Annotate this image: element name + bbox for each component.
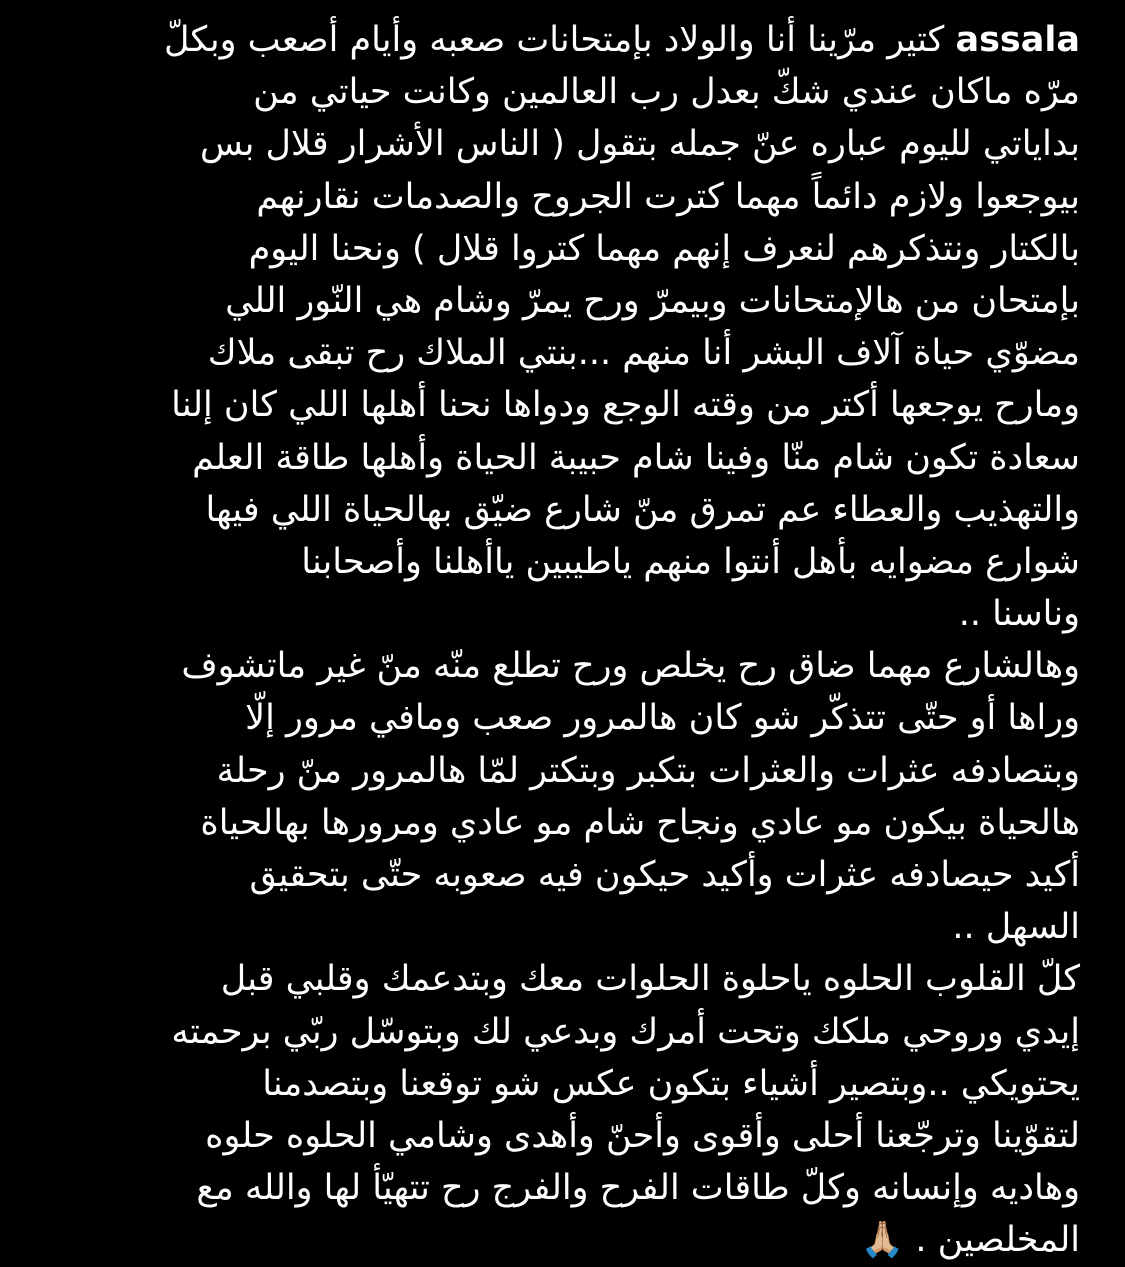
caption-line: سعادة تكون شام منّا وفينا شام حبيبة الحياة وأهلها طاقة العلم: [192, 437, 1080, 478]
caption-line: أكيد حيصادفه عثرات وأكيد حيكون فيه صعوبه حتّى بتحقيق: [249, 855, 1080, 895]
caption-line: [40, 1214, 1080, 1266]
caption-text: كتير مرّينا أنا والولاد بإمتحانات صعبه وأيام أصعب وبكلّ: [164, 20, 945, 60]
caption-text: المخلصين .: [915, 1220, 1080, 1261]
caption-line: لتقوّينا وترجّعنا أحلى وأقوى وأحنّ وأهدى وشامي الحلوه حلوه: [205, 1115, 1080, 1156]
username-link[interactable]: assala: [955, 20, 1080, 60]
caption-line: بإمتحان من هالإمتحانات وبيمرّ ورح يمرّ وشام هي النّور اللي: [225, 280, 1080, 321]
caption-line: مضوّي حياة آلاف البشر أنا منهم ...بنتي الملاك رح تبقى ملاك: [207, 333, 1080, 374]
caption-line: كلّ القلوب الحلوه ياحلوة الحلوات معك وبتدعمك وقلبي قبل: [220, 959, 1080, 1000]
caption-line: يحتويكي ..وبتصير أشياء بتكون عكس شو توقعنا وبتصدمنا: [262, 1063, 1080, 1104]
caption-line: وبتصادفه عثرات والعثرات بتكبر وبتكتر لمّا هالمرور منّ رحلة: [216, 750, 1080, 791]
caption-line: وناسنا ..: [958, 594, 1080, 635]
praying-hands-icon: 🙏🏼: [860, 1220, 905, 1261]
caption-line: وراها أو حتّى تتذكّر شو كان هالمرور صعب ومافي مرور إلّا: [245, 698, 1080, 739]
caption-line: شوارع مضوايه بأهل أنتوا منهم ياطيبين ياأهلنا وأصحابنا: [301, 541, 1080, 582]
caption-line: بيوجعوا ولازم دائماً مهما كترت الجروح والصدمات نقارنهم: [256, 176, 1080, 217]
caption-line: [40, 14, 1080, 66]
caption-line: هالحياة بيكون مو عادي ونجاح شام مو عادي ومرورها بهالحياة: [200, 802, 1080, 843]
caption-line: وهالشارع مهما ضاق رح يخلص ورح تطلع منّه منّ غير ماتشوف: [181, 646, 1080, 687]
caption-line: وهاديه وإنسانه وكلّ طاقات الفرح والفرج رح تتهيّأ لها والله مع: [196, 1168, 1080, 1209]
caption-line: ومارح يوجعها أكتر من وقته الوجع ودواها نحنا أهلها اللي كان إلنا: [171, 385, 1080, 426]
post-caption: [40, 14, 1080, 1267]
caption-line: إيدي وروحي ملكك وتحت أمرك وبدعي لك وبتوسّل ربّي برحمته: [171, 1011, 1080, 1052]
caption-line: بالكتار ونتذكرهم لنعرف إنهم مهما كتروا قلال ) ونحنا اليوم: [248, 228, 1080, 269]
caption-line: مرّه ماكان عندي شكّ بعدل رب العالمين وكانت حياتي من: [253, 72, 1080, 113]
caption-line: والتهذيب والعطاء عم تمرق منّ شارع ضيّق بهالحياة اللي فيها: [205, 489, 1080, 530]
caption-line: السهل ..: [952, 907, 1080, 948]
caption-line: بداياتي لليوم عباره عنّ جمله بتقول ( الناس الأشرار قلال بس: [200, 124, 1080, 165]
